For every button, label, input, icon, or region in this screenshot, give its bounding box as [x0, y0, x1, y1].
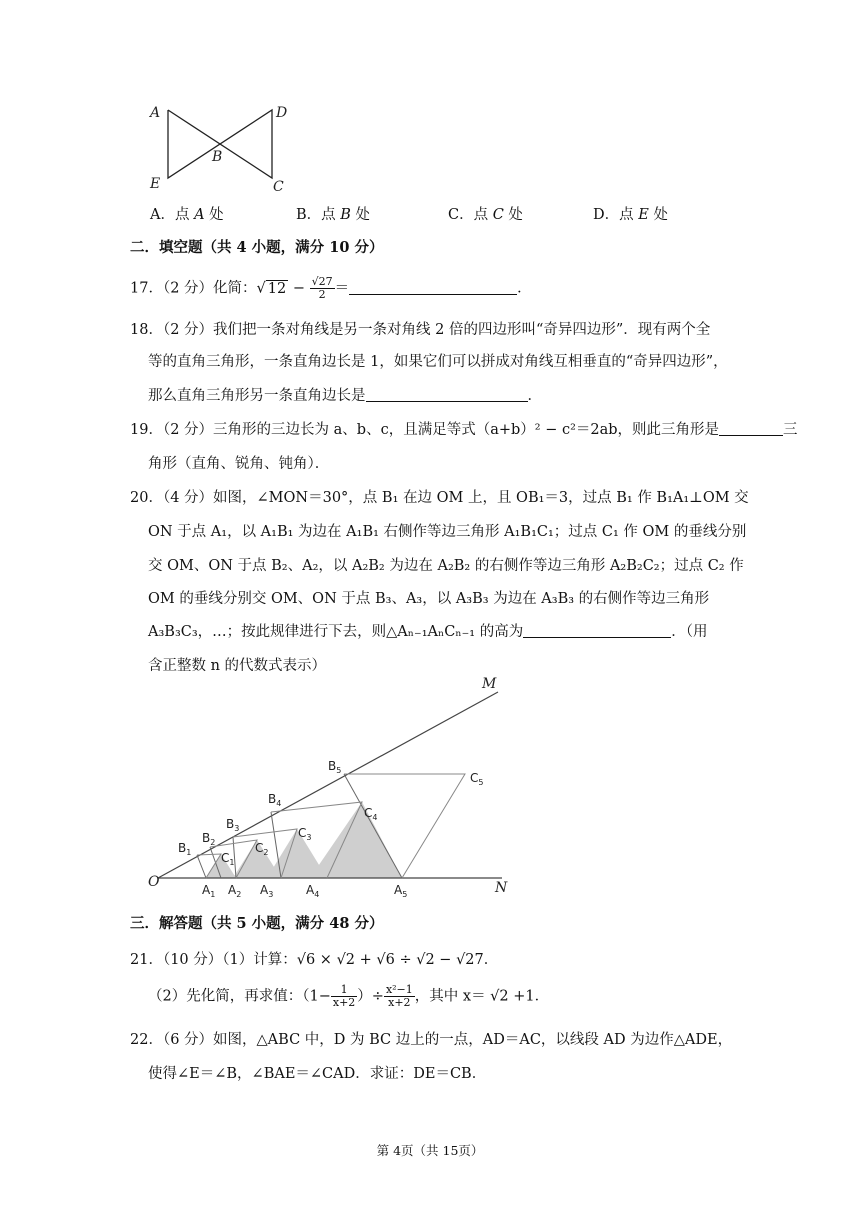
option-b[interactable] [296, 203, 370, 224]
figure-triangles [140, 672, 520, 902]
page-footer: 第 4页（共 15页） [376, 1143, 484, 1158]
fig2-label-a5: $A_5$ [394, 883, 408, 899]
q18-answer-blank[interactable] [366, 387, 528, 402]
option-var: B [340, 207, 351, 223]
question-17 [130, 276, 532, 301]
q21-fraction-1 [331, 984, 357, 1009]
q18-line2: 等的直角三角形，一条直角边长是 1，如果它们可以拼成对角线互相垂直的“奇异四边形”， [148, 354, 728, 370]
fig2-label-c2: $C_2$ [255, 841, 269, 857]
option-key: C [448, 207, 460, 223]
q21-part2-mid: ）÷ [357, 988, 384, 1005]
option-text: ．点 [160, 207, 195, 223]
q18-line3 [148, 384, 542, 405]
option-var: E [638, 207, 649, 223]
q17-answer-blank[interactable] [349, 280, 517, 295]
q19-line1-end: 三 [783, 422, 798, 438]
q17-end: ． [517, 280, 532, 297]
fig2-label-n: N [495, 880, 508, 896]
option-text: ．点 [306, 207, 341, 223]
q20-line3: 交 OM、ON 于点 B₂、A₂，以 A₂B₂ 为边在 A₂B₂ 的右侧作等边三角形 A₂B₂C₂；过点 C₂ 作 [148, 558, 744, 574]
fig1-label-e: E [150, 176, 161, 192]
option-tail: 处 [204, 207, 224, 223]
q20-line5-end: ．（用 [671, 624, 708, 640]
option-tail: 处 [503, 207, 523, 223]
q17-equals: ＝ [334, 280, 350, 297]
q18-line1: 18．（2 分）我们把一条对角线是另一条对角线 2 倍的四边形叫“奇异四边形”．现有两个全 [130, 322, 711, 338]
option-d[interactable] [593, 203, 668, 224]
section2-title: 二．填空题（共 4 小题，满分 10 分） [130, 239, 384, 256]
option-var: A [194, 207, 205, 223]
q19-line2: 角形（直角、锐角、钝角）． [148, 456, 330, 472]
q18-line3-prefix: 那么直角三角形另一条直角边长是 [148, 388, 366, 404]
q19-line1-prefix: 19．（2 分）三角形的三边长为 a、b、c，且满足等式（a+b）² − c²＝2ab，则此三角形是 [130, 422, 720, 438]
fig2-label-c3: $C_3$ [298, 826, 312, 842]
q21-part1: 21．（10 分）（1）计算：√6 × √2 + √6 ÷ √2 − √27． [130, 952, 499, 968]
q17-minus: − [288, 280, 310, 297]
option-key: D [593, 207, 605, 223]
q20-answer-blank[interactable] [523, 623, 671, 638]
option-var: C [492, 207, 504, 223]
section3-title: 三．解答题（共 5 小题，满分 48 分） [130, 915, 384, 932]
q20-line1: 20．（4 分）如图，∠MON＝30°，点 B₁ 在边 OM 上，且 OB₁＝3，过点 B₁ 作 B₁A₁⊥OM 交 [130, 490, 749, 506]
fig1-label-a: A [150, 105, 161, 121]
fig2-label-a4: $A_4$ [306, 883, 320, 899]
option-key: B [296, 207, 307, 223]
q21-part2 [148, 984, 549, 1009]
fig2-label-c5: $C_5$ [470, 771, 484, 787]
option-a[interactable] [150, 203, 224, 224]
option-text: ．点 [459, 207, 493, 223]
q21-frac1-den: x+2 [332, 996, 356, 1009]
q20-line2: ON 于点 A₁，以 A₁B₁ 为边在 A₁B₁ 右侧作等边三角形 A₁B₁C₁；过点 C₁ 作 OM 的垂线分别 [148, 524, 747, 540]
q17-prefix: 17．（2 分）化简： [130, 280, 257, 297]
option-tail: 处 [350, 207, 371, 223]
fig2-label-o: O [148, 874, 160, 890]
q19-answer-blank[interactable] [719, 421, 783, 436]
q22-line2: 使得∠E＝∠B，∠BAE＝∠CAD．求证：DE＝CB． [148, 1066, 487, 1082]
q17-sqrt-value: 12 [267, 280, 287, 297]
fig2-label-b4: $B_4$ [268, 792, 282, 808]
q21-frac2-den: x+2 [388, 996, 411, 1009]
fig2-label-b5: $B_5$ [328, 759, 342, 775]
q22-line1: 22．（6 分）如图，△ABC 中，D 为 BC 边上的一点，AD＝AC，以线段 AD 为边作△ADE， [130, 1032, 733, 1048]
q17-sqrt-symbol: √ [256, 280, 266, 297]
option-text: ．点 [604, 207, 639, 223]
q21-part2-prefix: （2）先化简，再求值：（1− [148, 988, 331, 1005]
fig2-label-a2: $A_2$ [228, 883, 242, 899]
q21-frac1-num: 1 [331, 984, 357, 997]
q20-line5 [148, 620, 707, 641]
q21-part2-end: ，其中 x＝ √2 +1． [414, 988, 550, 1005]
q21-fraction-2 [384, 984, 415, 1009]
option-tail: 处 [648, 207, 668, 223]
fig2-label-b1: $B_1$ [178, 841, 192, 857]
fig2-label-b3: $B_3$ [226, 817, 240, 833]
q21-frac2-num: x²−1 [385, 983, 413, 996]
q20-line5-prefix: A₃B₃C₃，…；按此规律进行下去，则△Aₙ₋₁AₙCₙ₋₁ 的高为 [148, 624, 524, 640]
q20-line6: 含正整数 n 的代数式表示） [148, 658, 327, 674]
fig2-label-a3: $A_3$ [260, 883, 274, 899]
q20-line4: OM 的垂线分别交 OM、ON 于点 B₃、A₃，以 A₃B₃ 为边在 A₃B₃ 的右侧作等边三角形 [148, 591, 710, 607]
q18-line3-end: ． [527, 388, 542, 404]
q19-line1 [130, 418, 798, 439]
option-key: A [150, 207, 161, 223]
fig2-label-c1: $C_1$ [221, 851, 235, 867]
fig2-label-a1: $A_1$ [202, 883, 216, 899]
fig1-label-c: C [273, 179, 284, 195]
fig1-label-b: B [212, 149, 223, 165]
option-c[interactable] [448, 203, 523, 224]
fig2-label-m: M [482, 676, 497, 692]
fig2-label-b2: $B_2$ [202, 831, 216, 847]
q17-frac-den: 2 [318, 288, 326, 301]
fig1-label-d: D [276, 105, 288, 121]
q17-frac-num: √27 [311, 275, 333, 288]
q17-fraction [310, 276, 335, 301]
figure-bowtie [140, 95, 300, 200]
fig2-label-c4: $C_4$ [364, 806, 378, 822]
